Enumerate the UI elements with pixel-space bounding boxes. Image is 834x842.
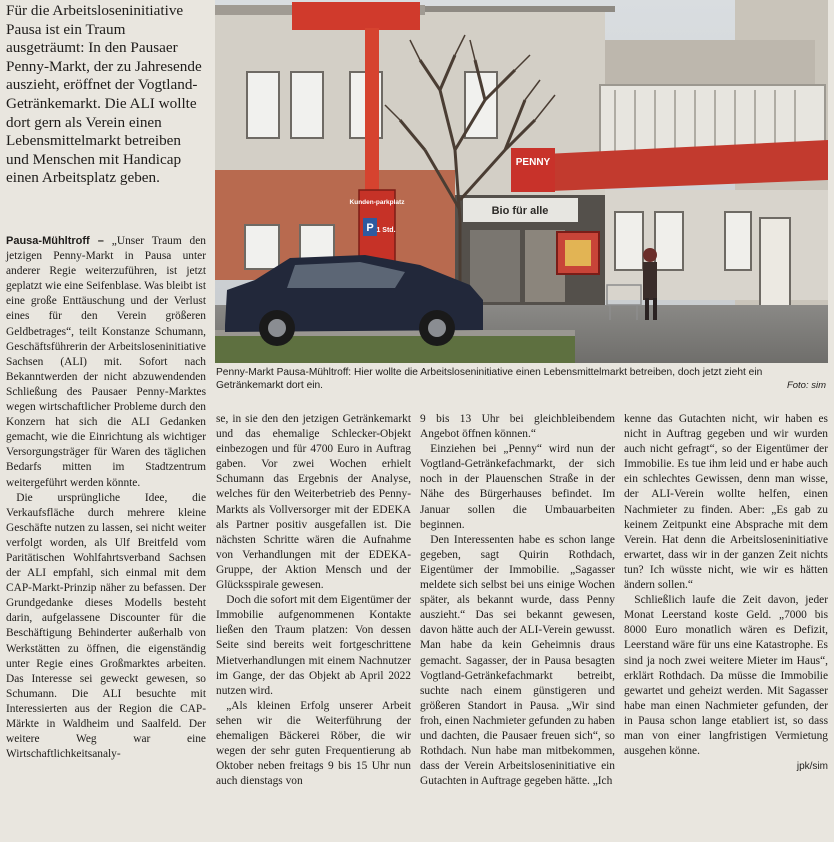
sign-std: 1 Std. — [376, 227, 396, 234]
paragraph: Doch die sofort mit dem Eigentümer der Immobilie aufgenommenen Kontakte ließen den Traum platzen: Von dessen Seite sind bereits weit fortgeschrittene Mietverhandlungen mit einem Nachnutzer im Gange, der das Objekt ab April 2022 nutzen wird. — [216, 594, 411, 697]
paragraph: „Als kleinen Erfolg unserer Arbeit sehen wir die Weiterführung der ehemaligen Bäckerei Röber, die wir wegen der sehr guten Frequentierung ab Oktober neben freitags 9 bis 15 Uhr nun auch dienstags von — [216, 699, 411, 788]
sign-kunden: Kunden-parkplatz — [349, 199, 405, 206]
paragraph: kenne das Gutachten nicht, wir haben es nicht in Auftrag gegeben und wir wurden auch nicht gefragt“, so der Eigentümer der Immobilie. Es tue ihm leid und er habe auch ein schlechtes Gewissen, denn man wisse, der ALI-Verein wollte helfen, einen Nachmieter zu finden. Aber: „Es gab zu keinem Zeitpunkt eine Absprache mit dem Verein. Hat denn die Arbeitsloseninitiative erwartet, dass wir in der ganzen Zeit nichts tun? Ich wüsste nicht, wie wir es hätten ändern sollen.“ — [624, 413, 828, 592]
article-column-2 — [216, 412, 411, 789]
store-banner: Bio für alle — [491, 205, 549, 217]
paragraph: Schließlich laufe die Zeit davon, jeder Monat Leerstand koste Geld. „7000 bis 8000 Euro monatlich wären es Defizit, Leerstand wäre für uns eine Katastrophe. Es sind ja noch zwei weitere Mieter im Haus“, erklärt Rothdach. Da müsse die Immobilie gewartet und geheizt werden. Mit Sagasser habe man einen Nachmieter gefunden, der in Pausa schon lange etabliert ist, so dass man von einer langfristigen Vermietung ausgehen könne. — [624, 594, 828, 758]
paragraph: Die ursprüngliche Idee, die Verkaufsfläche durch mehrere kleine Geschäfte nutzen zu lassen, sei nicht weiter verfolgt worden, als Ulf Breitfeld vom Paritätischen Wohlfahrtsverband Sachsen der ALI empfahl, sich einmal mit dem CAP-Markt-Prinzip näher zu befassen. Der Grundgedanke dieses Modells besteht darin, aufgelassene Discounter für die Beschäftigung Behinderter außerhalb von Werkstätten zu öffnen, die eigenständig unter Regie eines Großmarktes arbeiten. Das Interesse sei geweckt gewesen, so Schumann. Die ALI besuchte mit Interessierten aus der Region die CAP-Märkte in Waldheim und Saalfeld. Der weitere Weg war eine Wirtschaftlichkeitsanaly- — [6, 491, 206, 761]
article-photo — [215, 0, 828, 363]
article-column-1 — [6, 234, 206, 762]
article-column-3 — [420, 412, 615, 789]
paragraph: se, in sie den den jetzigen Getränkemarkt und das ehemalige Schlecker-Objekt einbezogen und für 4700 Euro in Auftrag gaben. Vor zwei Wochen erhielt Schumann das Ergebnis der Analyse, welches für den Weiterbetrieb des Penny-Markts als Vollversorger mit der EDEKA als Partner positiv ausgefallen ist. Die nächsten Schritte wären die Aufnahme von Verhandlungen mit der EDEKA-Gruppe, der Aktion Mensch und der Glücksspirale gewesen. — [216, 413, 411, 592]
paragraph — [6, 234, 206, 491]
photo-credit: Foto: sim — [786, 380, 826, 391]
penny-logo: PENNY — [515, 157, 551, 168]
paragraph: Einziehen bei „Penny“ wird nun der Vogtland-Getränkefachmarkt, der sich noch in der Plauenschen Straße in der Nähe des Bürgerhauses befindet. Im Januar sollen die Umbauarbeiten beginnen. — [420, 443, 615, 531]
article-lead — [6, 2, 206, 188]
paragraph: Den Interessenten habe es schon lange gegeben, sagt Quirin Rothdach, Eigentümer der Immobilie. „Sagasser meldete sich selbst bei uns einige Wochen später, als bekannt wurde, dass Penny auszieht.“ Das sei bekannt gewesen, davon hätte auch der ALI-Verein gewusst. Man habe da kein Geheimnis draus gemacht. Sagasser, der in Pausa besagten Vogtland-Getränkefachmarkt betreibt, suchte nach einem günstigeren und größeren Standort in Pausa. „Wir sind froh, einen Nachmieter gefunden zu haben und dachten, die Pausaer freuen sich“, so Rothdach. Nun habe man mitbekommen, dass der Verein Arbeitsloseninitiative ein Gutachten in Auftrage gegeben hätte. „Ich — [420, 533, 615, 788]
paragraph-text: „Unser Traum den jetzigen Penny-Markt in Pausa unter anderer Regie weiterzuführen, ist jetzt geplatzt wie eine Seifenblase. Was bleibt ist eine große Enttäuschung und der Verlust eines für den Verein größeren Geldbetrages“, teilt Konstanze Schumann, Geschäftsführerin der Arbeitsloseninitiative Sachsen (ALI) mit. Sofort nach Bekanntwerden der nicht abzuwendenden Schließung des Pausaer Penny-Marktes wegen wirtschaftlicher Probleme durch den Konzern hat sich die ALI Gedanken gemacht, wie die Einrichtung als wichtiger Versorgungsträger für Waren des täglichen Bedarfs mitten im Stadtzentrum weitergeführt werden könnte. — [6, 235, 206, 489]
photo-caption: Penny-Markt Pausa-Mühltroff: Hier wollte die Arbeitsloseninitiative einen Lebensmittelmarkt betreiben, doch jetzt zieht ein Getränkemarkt dort ein. — [216, 367, 763, 391]
article-column-4 — [624, 412, 828, 774]
paragraph: 9 bis 13 Uhr bei gleichbleibendem Angebot öffnen können.“ — [420, 413, 615, 441]
lead-text: Für die Arbeitsloseninitiative Pausa ist ein Traum ausgeträumt: In den Pausaer Penny-Markt, der zu Jahresende auszieht, eröffnet der Vogtland-Getränkemarkt. Die ALI wollte dort gern als Verein einen Lebensmittelmarkt betreiben und Menschen mit Handicap einen Arbeitsplatz geben. — [6, 2, 202, 187]
dateline: Pausa-Mühltroff – — [6, 235, 104, 247]
svg-text:P: P — [366, 222, 374, 234]
store-front — [455, 195, 605, 305]
author-signature: jpk/sim — [796, 761, 828, 773]
